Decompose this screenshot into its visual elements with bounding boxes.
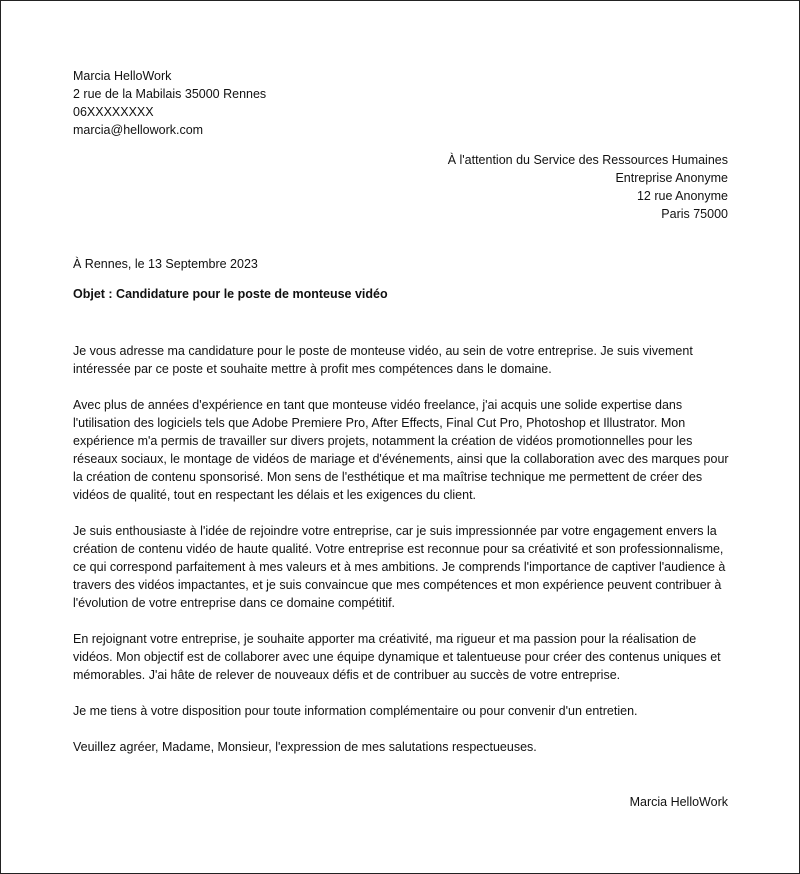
closing-paragraph: Veuillez agréer, Madame, Monsieur, l'expression de mes salutations respectueuses. (73, 740, 537, 754)
body-paragraph: Je me tiens à votre disposition pour toute information complémentaire ou pour convenir d'un entretien. (73, 704, 638, 718)
signature: Marcia HelloWork (629, 795, 728, 809)
recipient-street: 12 rue Anonyme (636, 189, 728, 203)
sender-email: marcia@hellowork.com (73, 123, 204, 137)
body-paragraph: Je vous adresse ma candidature pour le poste de monteuse vidéo, au sein de votre entreprise. Je suis vivement intéressée par ce poste et souhaite mettre à profit mes compétences dans le domaine. (73, 344, 693, 376)
letter-date: À Rennes, le 13 Septembre 2023 (73, 257, 258, 271)
body-paragraph: Avec plus de années d'expérience en tant que monteuse vidéo freelance, j'ai acquis une solide expertise dans l'utilisation des logiciels tels que Adobe Premiere Pro, After Effects, Final Cut Pro, Photoshop et Illustrator. Mon expérience m'a permis de travailler sur divers projets, notamment la création de vidéos promotionnelles pour les réseaux sociaux, le montage de vidéos de mariage et d'événements, ainsi que la collaboration avec des marques pour la création de contenu sponsorisé. Mon sens de l'esthétique et ma maîtrise technique me permettent de créer des vidéos de qualité, tout en respectant les délais et les exigences du client. (73, 398, 729, 502)
recipient-attention: À l'attention du Service des Ressources Humaines (447, 153, 728, 167)
letter-body (73, 342, 733, 774)
recipient-city: Paris 75000 (661, 207, 728, 221)
recipient-company: Entreprise Anonyme (615, 171, 728, 185)
body-paragraph: En rejoignant votre entreprise, je souhaite apporter ma créativité, ma rigueur et ma passion pour la réalisation de vidéos. Mon objectif est de collaborer avec une équipe dynamique et talentueuse pour créer des contenus uniques et mémorables. J'ai hâte de relever de nouveaux défis et de contribuer au succès de votre entreprise. (73, 632, 721, 682)
sender-phone: 06XXXXXXXX (73, 105, 154, 119)
sender-block (73, 67, 266, 139)
sender-name: Marcia HelloWork (73, 69, 172, 83)
recipient-block (448, 151, 728, 223)
letter-subject: Objet : Candidature pour le poste de monteuse vidéo (73, 287, 388, 301)
body-paragraph: Je suis enthousiaste à l'idée de rejoindre votre entreprise, car je suis impressionnée par votre engagement envers la création de contenu vidéo de haute qualité. Votre entreprise est reconnue pour sa créativité et son professionnalisme, ce qui correspond parfaitement à mes valeurs et à mes ambitions. Je comprends l'importance de captiver l'audience à travers des vidéos impactantes, et je suis convaincue que mes compétences et mon expérience peuvent contribuer à l'évolution de votre entreprise dans ce domaine compétitif. (73, 524, 726, 610)
sender-address: 2 rue de la Mabilais 35000 Rennes (73, 87, 267, 101)
